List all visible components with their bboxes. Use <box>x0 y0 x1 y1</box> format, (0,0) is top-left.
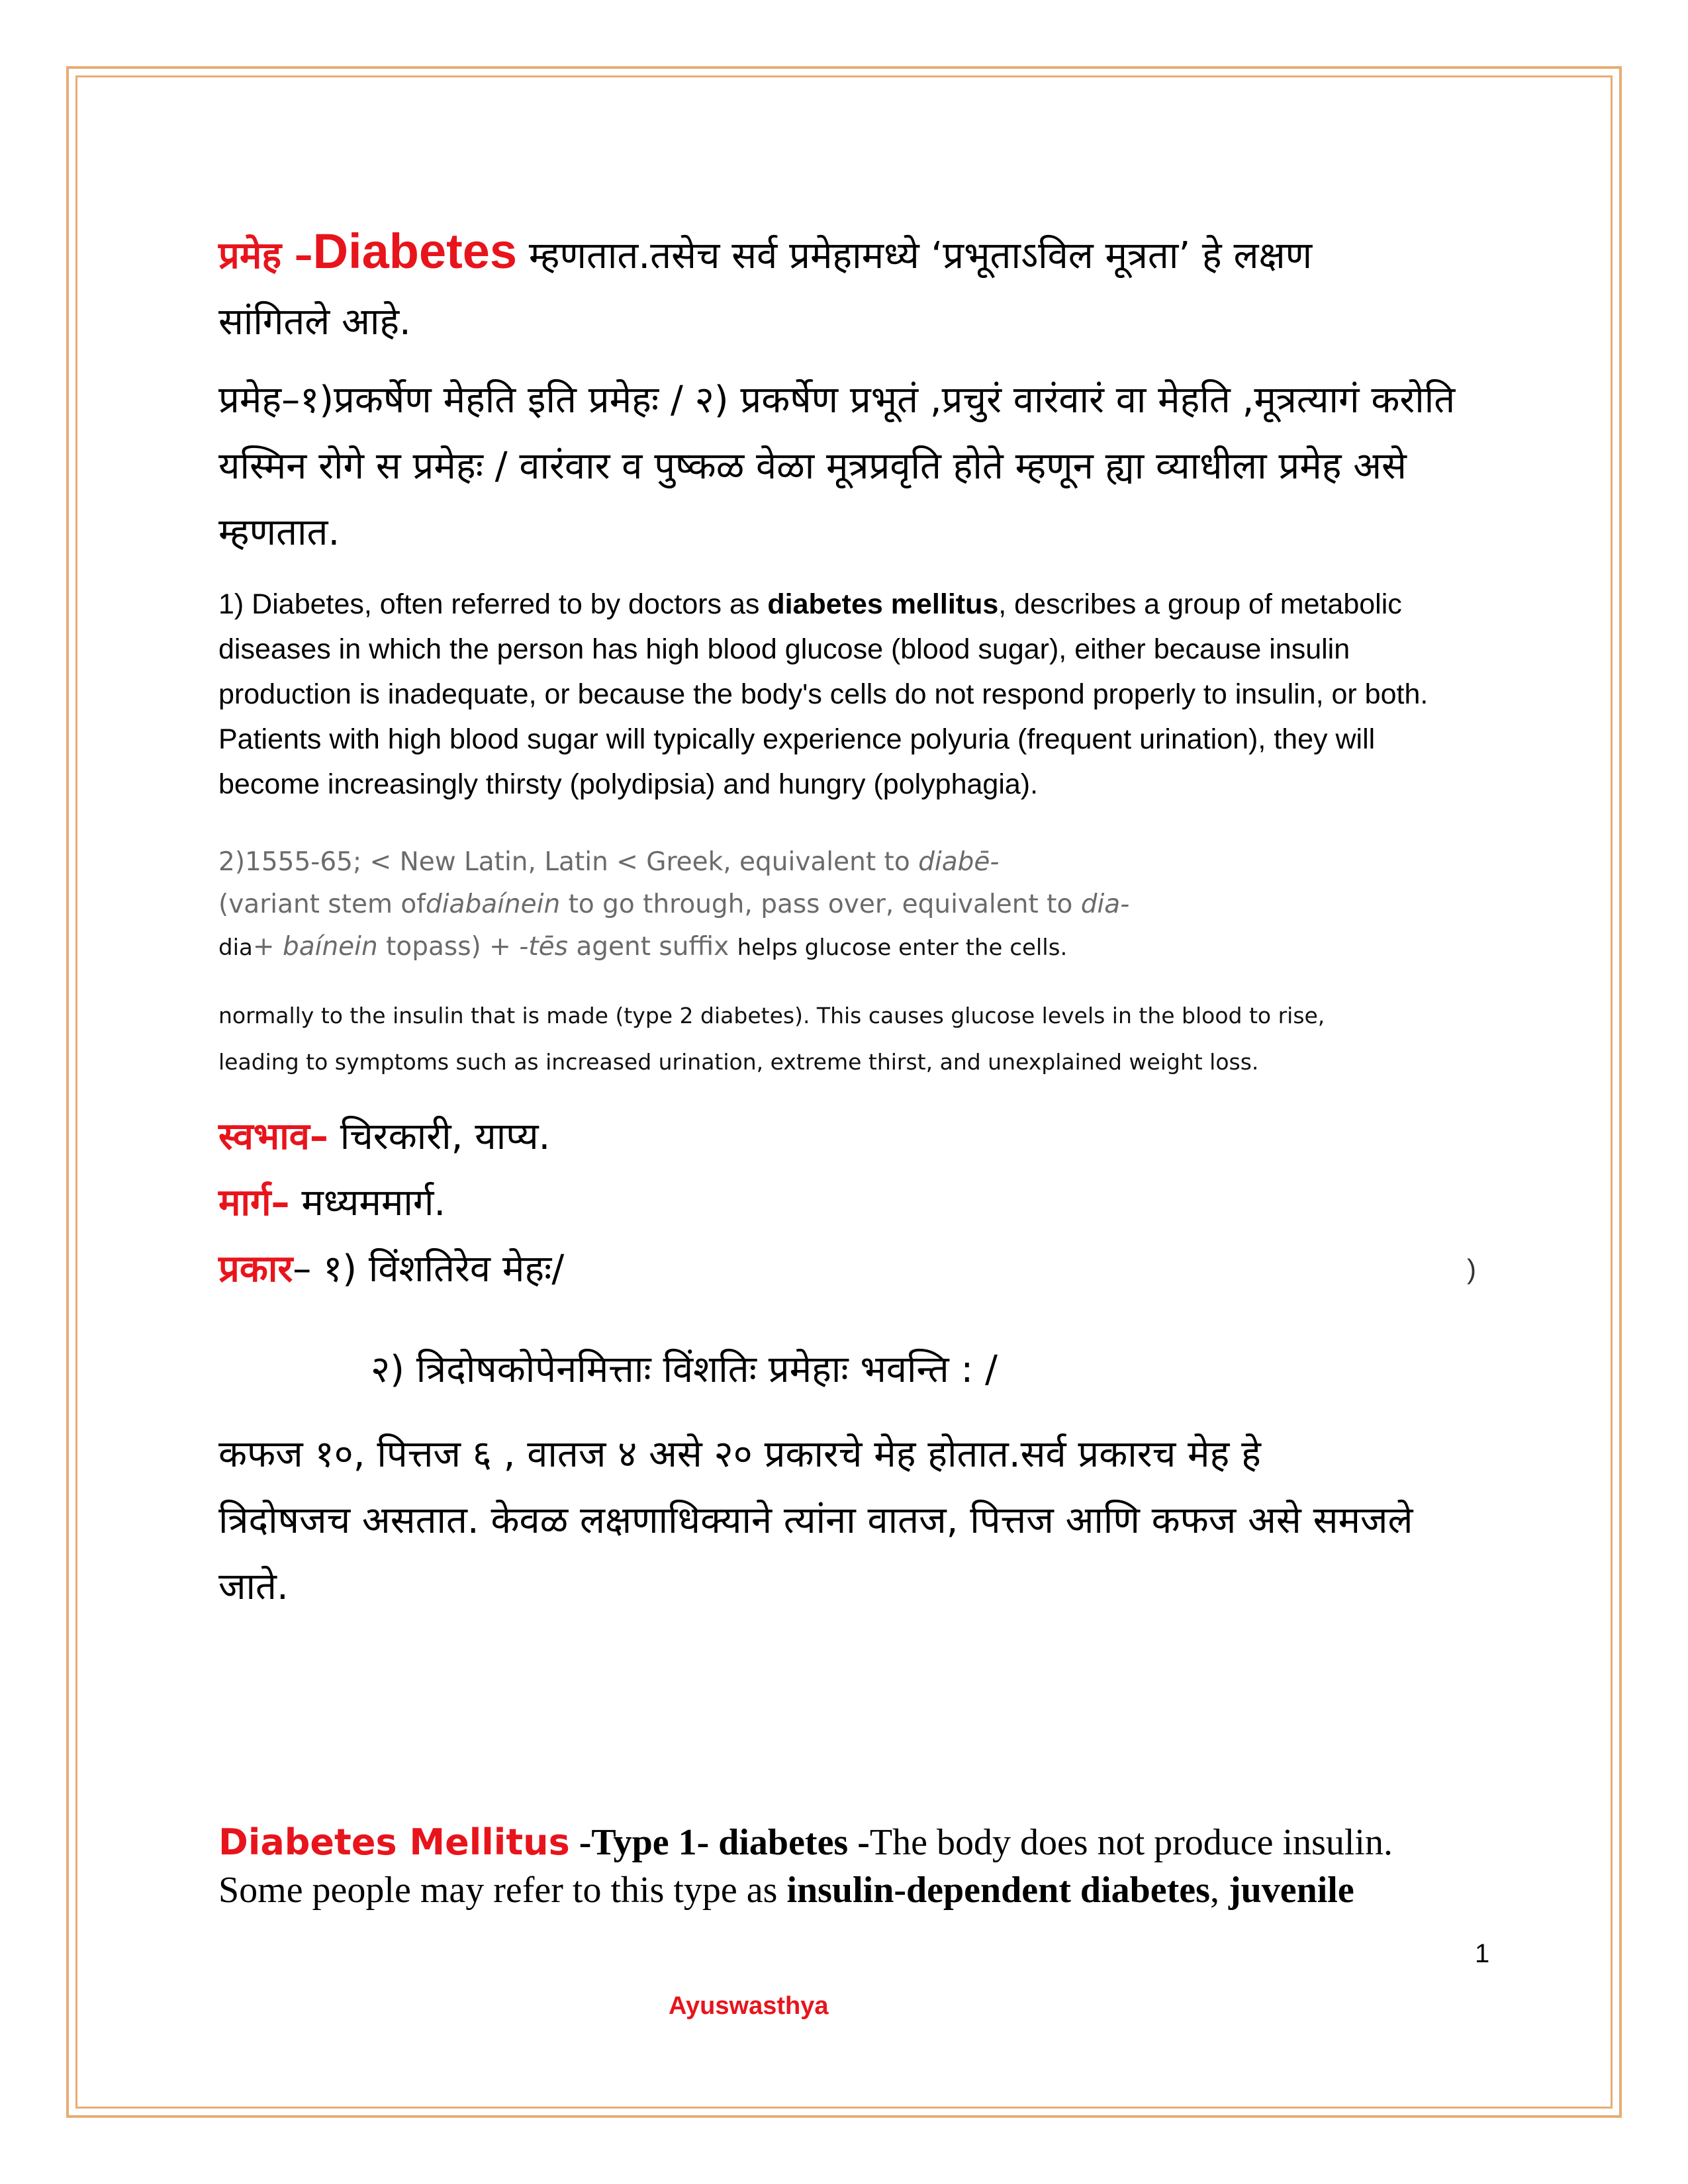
footer-brand: Ayuswasthya <box>669 1992 829 2020</box>
juvenile-term: juvenile <box>1228 1870 1354 1911</box>
classification-line-3: जाते. <box>218 1565 289 1608</box>
swabhav-value: चिरकारी, याप्य. <box>328 1115 551 1158</box>
etymology-l3-italic: baínein <box>282 932 378 962</box>
etymology-l1: 2)1555-65; < New Latin, Latin < Greek, equivalent to <box>218 847 919 877</box>
marg-label: मार्ग– <box>218 1181 290 1224</box>
english-definition <box>218 582 1476 807</box>
definition-line-1: प्रमेह–१)प्रकर्षेण मेहति इति प्रमेहः / २) प्रकर्षेण प्रभूतं ,प्रचुरं वारंवारं वा मेहति ,मूत्रत्यागं करोति <box>218 379 1456 422</box>
classification-paragraph <box>218 1422 1476 1620</box>
etymology-l3-italic-2: -tēs <box>519 932 568 962</box>
etymology-l3c: topass) + <box>377 932 520 962</box>
marg-value: मध्यममार्ग. <box>289 1181 446 1224</box>
prakar-line-2 <box>218 1337 1476 1403</box>
etymology-l3d: agent suffix <box>567 932 737 962</box>
page-number: 1 <box>1475 1939 1490 1968</box>
type1-text-2: Some people may refer to this type as <box>218 1870 787 1911</box>
diabetes-mellitus-heading: Diabetes Mellitus <box>218 1821 570 1863</box>
definition-paragraph <box>218 367 1476 566</box>
insulin-dependent-term: insulin-dependent diabetes <box>786 1870 1210 1911</box>
etymology-l3e: helps glucose enter the cells. <box>737 934 1068 961</box>
type2-line-1: normally to the insulin that is made (type 2 diabetes). This causes glucose levels in the blood to rise, <box>218 1003 1325 1028</box>
etymology-l3a: dia <box>218 934 253 961</box>
title-marathi: प्रमेह – <box>218 234 313 277</box>
document-body <box>218 218 1476 1914</box>
prakar-line <box>218 1236 1476 1302</box>
type1-text-1: The body does not produce insulin. <box>869 1822 1393 1863</box>
swabhav-label: स्वभाव– <box>218 1115 328 1158</box>
type2-line-2: leading to symptoms such as increased urination, extreme thirst, and unexplained weight loss. <box>218 1049 1259 1075</box>
swabhav-line <box>218 1104 1476 1170</box>
stray-paren: ) <box>1467 1253 1476 1285</box>
definition-line-2: यस्मिन रोगे स प्रमेहः / वारंवार व पुष्कळ वेळा मूत्रप्रवृति होते म्हणून ह्या व्याधीला प्रमेह असे <box>218 445 1407 488</box>
etymology-l2b: to go through, pass over, equivalent to <box>560 889 1081 919</box>
type1-label: Type 1- diabetes - <box>591 1822 870 1863</box>
classification-line-2: त्रिदोषजच असतात. केवळ लक्षणाधिक्याने त्यांना वातज, पित्तज आणि कफज असे समजले <box>218 1499 1413 1542</box>
separator: - <box>569 1822 592 1863</box>
etymology-paragraph <box>218 841 1476 969</box>
etymology-l1-italic: diabē- <box>918 847 1000 877</box>
prakar-value: – १) विंशतिरेव मेहः/ <box>293 1248 565 1291</box>
marg-line <box>218 1170 1476 1236</box>
title-english: Diabetes <box>312 224 518 279</box>
type2-paragraph <box>218 993 1476 1085</box>
etymology-l3b: + <box>252 932 283 962</box>
prakar-2-text: २) त्रिदोषकोपेनमित्ताः विंशतिः प्रमेहाः भवन्ति : / <box>371 1348 998 1391</box>
english-bold-term: diabetes mellitus <box>767 588 999 620</box>
english-text-a: 1) Diabetes, often referred to by doctors as <box>218 588 768 620</box>
etymology-l2-italic-2: dia- <box>1080 889 1130 919</box>
intro-paragraph <box>218 218 1476 355</box>
intro-text-2: सांगितले आहे. <box>218 300 411 343</box>
prakar-label: प्रकार <box>218 1248 293 1291</box>
english-text-b: , describes a group of metabolic diseases in which the person has high blood glucose (blood sugar), either because insulin production is inadequate, or because the body's cells do not respond properly to insulin, or both. Patients with high blood sugar will typically experience polyuria (frequent urination), they will become increasingly thirsty (polydipsia) and hungry (polyphagia). <box>218 588 1429 800</box>
etymology-l2-italic: diabaínein <box>425 889 561 919</box>
type1-paragraph <box>218 1819 1476 1914</box>
definition-line-3: म्हणतात. <box>218 511 340 554</box>
etymology-l2a: (variant stem of <box>218 889 426 919</box>
classification-line-1: कफज १०, पित्तज ६ , वातज ४ असे २० प्रकारचे मेह होतात.सर्व प्रकारच मेह हे <box>218 1433 1261 1476</box>
intro-text-1: म्हणतात.तसेच सर्व प्रमेहामध्ये ‘प्रभूताऽविल मूत्रता’ हे लक्षण <box>517 234 1313 277</box>
type1-comma: , <box>1209 1870 1229 1911</box>
